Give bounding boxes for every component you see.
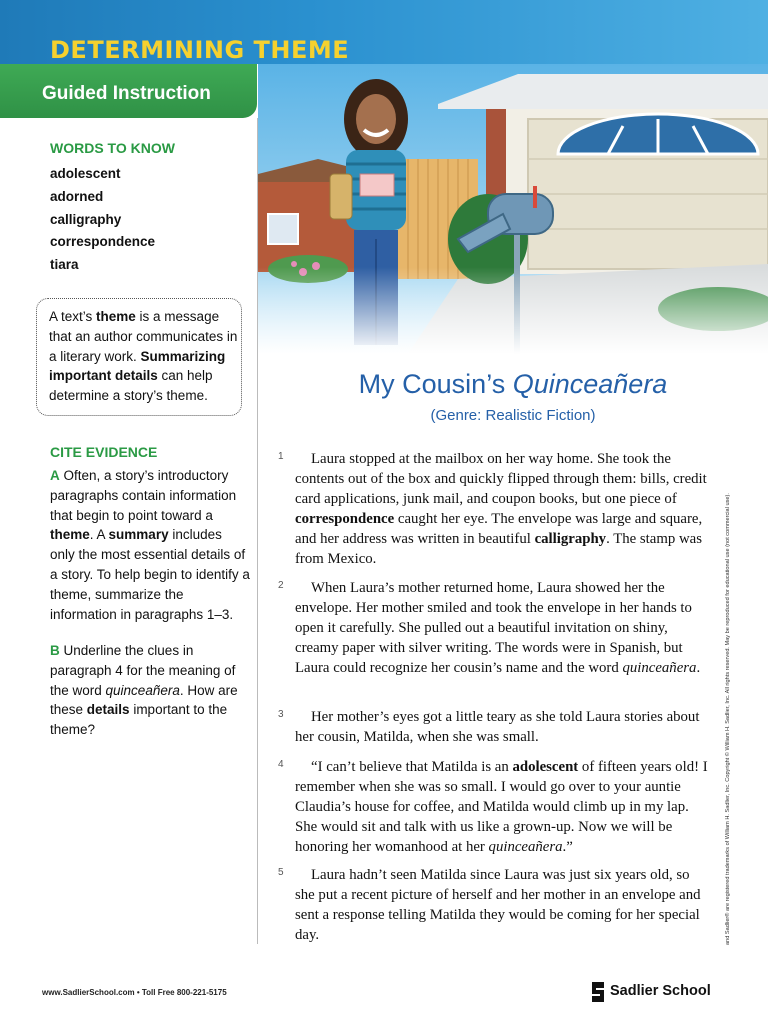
- header-bar: [0, 0, 768, 64]
- story-paragraph: 3 Her mother’s eyes got a little teary as she told Laura stories about her cousin, Matilda, when she was small.: [278, 709, 700, 745]
- sadlier-s-icon: [588, 978, 608, 1006]
- story-paragraph: 1 Laura stopped at the mailbox on her way home. She took the contents out of the box and quickly flipped through them: bills, credit card applications, junk mail, and coupon books, but one piece of correspondence caught her eye. The envelope was large and square, and her address was written in beautiful calligraphy. The stamp was from Mexico.: [278, 451, 707, 567]
- copyright-notice: and Sadlier® are registered trademarks of William H. Sadlier, Inc. Copyright © William H. Sadlier, Inc. All rights reserved. May be reproduced for educational use (not commercial use).: [725, 493, 731, 945]
- story-paragraph: 4 “I can’t believe that Matilda is an adolescent of fifteen years old! I remember when she was so small. I would go over to your auntie Claudia’s house for coffee, and Matilda would climb up in my lap. She would sit and talk with us like a grown-up. Now we will be honoring her womanhood at her quinceañera.”: [278, 759, 708, 855]
- story-title: My Cousin’s Quinceañera: [358, 369, 668, 399]
- paragraph-number: 2: [278, 580, 284, 591]
- story-paragraph: 2 When Laura’s mother returned home, Laura showed her the envelope. Her mother smiled and took the envelope in her hands to open it carefully. She pulled out a beautiful invitation on shiny, creamy paper with silver writing. The words were in Spanish, but Laura could recognize her cousin’s name and the word quinceañera.: [278, 580, 701, 676]
- vocab-word: adolescent: [50, 166, 121, 181]
- story-illustration: [258, 64, 768, 354]
- theme-definition-box: [36, 298, 242, 416]
- paragraph-number: 3: [278, 709, 284, 720]
- vocabulary-list: [50, 163, 155, 277]
- vocab-word: adorned: [50, 188, 104, 204]
- paragraph-number: 4: [278, 759, 284, 770]
- footer-contact: www.SadlierSchool.com • Toll Free 800-221-5175: [42, 988, 227, 997]
- section-tab: [0, 64, 257, 118]
- cite-evidence-a: A Often, a story’s introductory paragraphs contain information that begin to point toward a theme. A summary includes only the most essential details of a story. To help begin to identify a theme, summarize the information in paragraphs 1–3.: [50, 468, 250, 622]
- story-genre: (Genre: Realistic Fiction): [430, 407, 596, 424]
- vocab-word: tiara: [50, 257, 79, 273]
- vocab-word: correspondence: [50, 234, 156, 250]
- words-to-know-heading: WORDS TO KNOW: [50, 140, 175, 156]
- cite-evidence-heading: CITE EVIDENCE: [50, 444, 158, 460]
- cite-evidence-b: B Underline the clues in paragraph 4 for the meaning of the word quinceañera. How are these details important to the theme?: [50, 643, 238, 738]
- paragraph-number: 1: [278, 451, 284, 462]
- page-title: DETERMINING THEME: [50, 36, 350, 64]
- story-paragraph: 5 Laura hadn’t seen Matilda since Laura was just six years old, so she put a recent picture of herself and her mother in an envelope and sent a response telling Matilda they would be coming for her special day.: [278, 867, 701, 943]
- paragraph-number: 5: [278, 867, 284, 878]
- sadlier-logo: [588, 978, 728, 1008]
- brand-name: Sadlier School: [610, 983, 711, 999]
- section-label: Guided Instruction: [42, 83, 211, 104]
- theme-definition-text: A text’s theme is a message that an author communicates in a literary work. Summarizing important details can help determine a story’s theme.: [49, 309, 238, 404]
- vocab-word: calligraphy: [50, 211, 122, 227]
